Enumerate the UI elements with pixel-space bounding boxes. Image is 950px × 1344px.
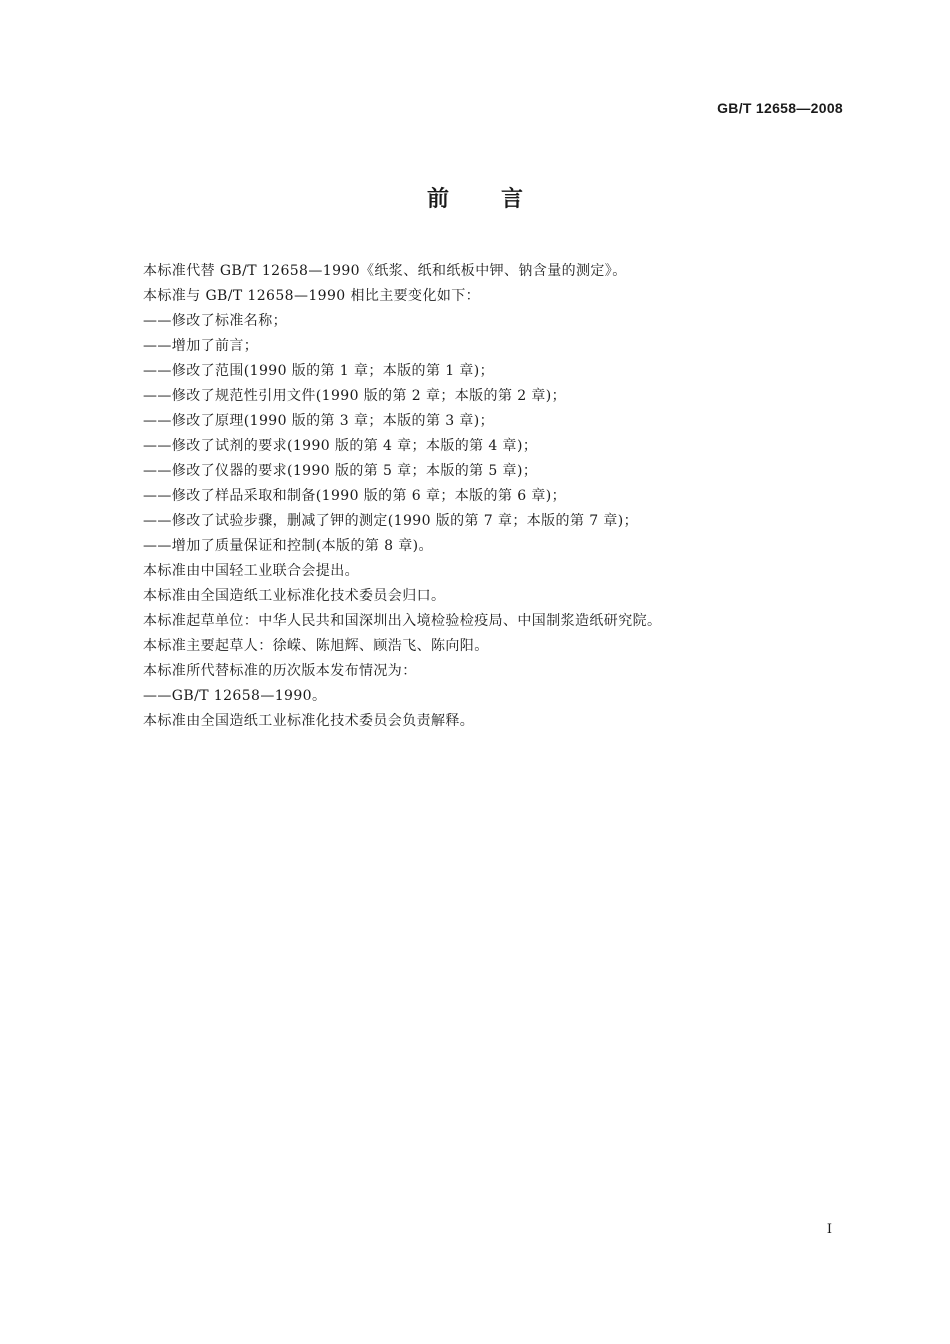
foreword-line: 本标准由全国造纸工业标准化技术委员会负责解释。 bbox=[143, 713, 475, 729]
foreword-line: ——修改了试验步骤，删减了钾的测定(1990 版的第 7 章；本版的第 7 章)； bbox=[143, 513, 639, 529]
foreword-line: ——修改了样品采取和制备(1990 版的第 6 章；本版的第 6 章)； bbox=[143, 488, 567, 504]
page-title: 前言 bbox=[426, 187, 575, 212]
foreword-line: ——GB/T 12658—1990。 bbox=[143, 688, 327, 704]
foreword-line: ——修改了试剂的要求(1990 版的第 4 章；本版的第 4 章)； bbox=[143, 438, 538, 454]
foreword-body bbox=[143, 259, 843, 734]
foreword-line: ——增加了前言； bbox=[143, 338, 259, 354]
foreword-line: 本标准起草单位：中华人民共和国深圳出入境检验检疫局、中国制浆造纸研究院。 bbox=[143, 613, 662, 629]
foreword-line: 本标准代替 GB/T 12658—1990《纸浆、纸和纸板中钾、钠含量的测定》。 bbox=[143, 263, 627, 279]
foreword-line: 本标准由中国轻工业联合会提出。 bbox=[143, 563, 359, 579]
foreword-line: ——增加了质量保证和控制(本版的第 8 章)。 bbox=[143, 538, 433, 554]
foreword-line: ——修改了仪器的要求(1990 版的第 5 章；本版的第 5 章)； bbox=[143, 463, 538, 479]
foreword-line: 本标准主要起草人：徐嵘、陈旭辉、顾浩飞、陈向阳。 bbox=[143, 638, 489, 654]
foreword-line: ——修改了原理(1990 版的第 3 章；本版的第 3 章)； bbox=[143, 413, 495, 429]
foreword-line: 本标准与 GB/T 12658—1990 相比主要变化如下： bbox=[143, 288, 481, 304]
foreword-line: ——修改了标准名称； bbox=[143, 313, 287, 329]
foreword-line: 本标准由全国造纸工业标准化技术委员会归口。 bbox=[143, 588, 446, 604]
foreword-line: 本标准所代替标准的历次版本发布情况为： bbox=[143, 663, 417, 679]
foreword-line: ——修改了规范性引用文件(1990 版的第 2 章；本版的第 2 章)； bbox=[143, 388, 567, 404]
foreword-line: ——修改了范围(1990 版的第 1 章；本版的第 1 章)； bbox=[143, 363, 495, 379]
standard-code: GB/T 12658—2008 bbox=[717, 100, 843, 116]
page-number: I bbox=[826, 1222, 832, 1237]
